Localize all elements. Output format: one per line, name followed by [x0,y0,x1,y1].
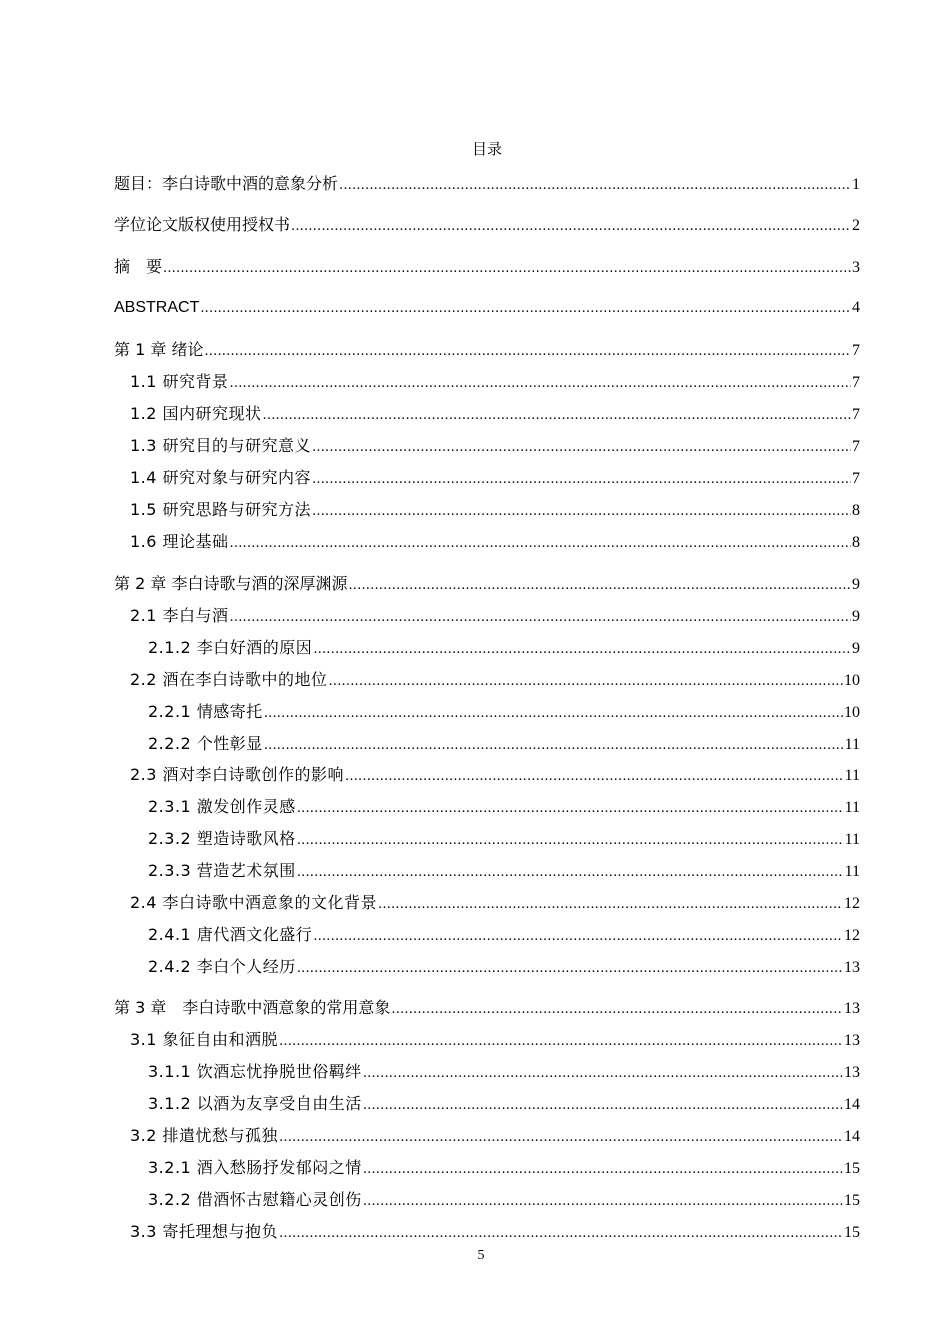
dot-leader [363,1064,843,1084]
toc-entry-label: 2.3.2 塑造诗歌风格 [148,829,296,848]
toc-entry-label: 1.4 研究对象与研究内容 [130,468,312,487]
toc-entry-page: 7 [852,470,860,487]
toc-entry-subsection[interactable] [148,702,860,724]
dot-leader [339,176,851,196]
toc-entry-subsection[interactable] [148,1158,860,1180]
toc-entry-label: 3.1.2 以酒为友享受自由生活 [148,1094,362,1113]
toc-entry-page: 14 [844,1128,860,1145]
toc-entry-label: 2.1.2 李白好酒的原因 [148,638,313,657]
toc-entry-page: 13 [844,1000,860,1017]
toc-entry-page: 7 [852,374,860,391]
dot-leader [297,799,844,819]
dot-leader [363,1192,843,1212]
toc-entry-section[interactable] [130,372,860,394]
toc-entry-label: 学位论文版权使用授权书 [114,215,291,234]
toc-entry-label: 1.6 理论基础 [130,532,229,551]
toc-entry-label: 2.1 李白与酒 [130,606,229,625]
dot-leader [378,895,843,915]
dot-leader [279,1128,843,1148]
toc-entry-page: 7 [852,342,860,359]
toc-entry-label: 2.4.2 李白个人经历 [148,957,296,976]
toc-entry-label: 3.3 寄托理想与抱负 [130,1222,279,1241]
toc-entry-subsection[interactable] [148,1094,860,1116]
toc-entry-page: 2 [852,217,860,234]
toc-entry-chapter[interactable] [114,574,860,596]
toc-entry-page: 15 [844,1224,860,1241]
dot-leader [348,576,851,596]
toc-entry-page: 8 [852,534,860,551]
toc-entry-section[interactable] [130,765,860,787]
toc-entry-chapter[interactable] [114,340,860,362]
toc-entry-page: 15 [844,1160,860,1177]
toc-entry-label: 3.1.1 饮酒忘忧挣脱世俗羁绊 [148,1062,362,1081]
toc-entry-page: 3 [852,259,860,276]
dot-leader [200,299,851,319]
toc-entry-page: 8 [852,502,860,519]
toc-entry-label: 1.1 研究背景 [130,372,229,391]
page-number: 5 [477,1248,485,1263]
dot-leader [313,927,843,947]
dot-leader [312,470,851,490]
toc-entry-chapter[interactable] [114,998,860,1020]
toc-entry-subsection[interactable] [148,829,860,851]
toc-entry-label: 3.2.2 借酒怀古慰籍心灵创伤 [148,1190,362,1209]
toc-entry-page: 11 [844,863,860,880]
toc-entry-page: 7 [852,438,860,455]
toc-entry-label: 第 2 章 李白诗歌与酒的深厚渊源 [114,574,348,593]
toc-entry-page: 9 [852,640,860,657]
toc-entry[interactable] [114,174,860,196]
toc-entry-label: 1.3 研究目的与研究意义 [130,436,312,455]
toc-entry-subsection[interactable] [148,861,860,883]
dot-leader [163,259,851,279]
toc-entry-label: 2.2.1 情感寄托 [148,702,263,721]
toc-heading: 目录 [471,140,502,158]
toc-entry-label: 3.1 象征自由和洒脱 [130,1030,279,1049]
toc-entry-page: 12 [844,927,860,944]
toc-entry-page: 15 [844,1192,860,1209]
toc-entry-section[interactable] [130,500,860,522]
toc-entry-page: 10 [844,672,860,689]
toc-entry[interactable] [114,257,860,279]
toc-entry-label: 第 3 章 李白诗歌中酒意象的常用意象 [114,998,391,1017]
toc-entry-label: 1.5 研究思路与研究方法 [130,500,312,519]
dot-leader [263,406,851,426]
dot-leader [391,1000,843,1020]
dot-leader [312,502,851,522]
toc-entry-label: 2.3.1 激发创作灵感 [148,797,296,816]
toc-entry-label: 2.2.2 个性彰显 [148,734,263,753]
dot-leader [230,608,851,628]
toc-entry-page: 11 [844,799,860,816]
toc-entry-label: ABSTRACT [114,299,200,316]
toc-entry-label: 1.2 国内研究现状 [130,404,262,423]
toc-entry-page: 11 [844,767,860,784]
toc-entry-section[interactable] [130,1126,860,1148]
toc-entry-label: 2.2 酒在李白诗歌中的地位 [130,670,328,689]
toc-entry-label: 2.3.3 营造艺术氛围 [148,861,296,880]
dot-leader [279,1224,843,1244]
dot-leader [264,736,844,756]
toc-entry-subsection[interactable] [148,1062,860,1084]
toc-entry-section[interactable] [130,436,860,458]
toc-entry-label: 第 1 章 绪论 [114,340,204,359]
toc-entry-page: 13 [844,959,860,976]
dot-leader [291,217,851,237]
toc-entry-label: 2.4.1 唐代酒文化盛行 [148,925,313,944]
toc-entry-subsection[interactable] [148,1190,860,1212]
toc-entry-page: 9 [852,576,860,593]
dot-leader [312,438,851,458]
toc-entry-section[interactable] [130,606,860,628]
dot-leader [230,374,851,394]
toc-entry-page: 11 [844,736,860,753]
toc-entry-label: 3.2 排遣忧愁与孤独 [130,1126,279,1145]
dot-leader [313,640,851,660]
toc-entry-subsection[interactable] [148,734,860,756]
toc-entry-section[interactable] [130,670,860,692]
dot-leader [264,704,843,724]
dot-leader [345,767,844,787]
toc-entry-page: 9 [852,608,860,625]
toc-entry-page: 10 [844,704,860,721]
dot-leader [230,534,851,554]
toc-entry-page: 14 [844,1096,860,1113]
toc-entry-page: 1 [852,176,860,193]
toc-entry-page: 13 [844,1064,860,1081]
toc-entry-subsection[interactable] [148,957,860,979]
toc-entry[interactable] [114,298,860,319]
toc-entry-section[interactable] [130,1222,860,1244]
toc-entry-page: 12 [844,895,860,912]
toc-entry-subsection[interactable] [148,638,860,660]
toc-entry-label: 3.2.1 酒入愁肠抒发郁闷之情 [148,1158,362,1177]
toc-entry-page: 13 [844,1032,860,1049]
toc-entry-label: 题目：李白诗歌中酒的意象分析 [114,174,339,193]
toc-entry-section[interactable] [130,893,860,915]
toc-entry[interactable] [114,215,860,237]
dot-leader [297,863,844,883]
toc-entry-page: 11 [844,831,860,848]
toc-entry-section[interactable] [130,532,860,554]
toc-entry-label: 2.3 酒对李白诗歌创作的影响 [130,765,345,784]
toc-entry-label: 摘 要 [114,257,163,276]
toc-entry-section[interactable] [130,468,860,490]
dot-leader [297,831,844,851]
dot-leader [363,1096,843,1116]
dot-leader [329,672,843,692]
toc-entry-label: 2.4 李白诗歌中酒意象的文化背景 [130,893,378,912]
dot-leader [297,959,843,979]
toc-entry-section[interactable] [130,1030,860,1052]
toc-entry-subsection[interactable] [148,797,860,819]
dot-leader [204,342,851,362]
dot-leader [279,1032,843,1052]
dot-leader [363,1160,843,1180]
toc-entry-subsection[interactable] [148,925,860,947]
toc-entry-page: 4 [852,299,860,316]
toc-entry-page: 7 [852,406,860,423]
toc-entry-section[interactable] [130,404,860,426]
